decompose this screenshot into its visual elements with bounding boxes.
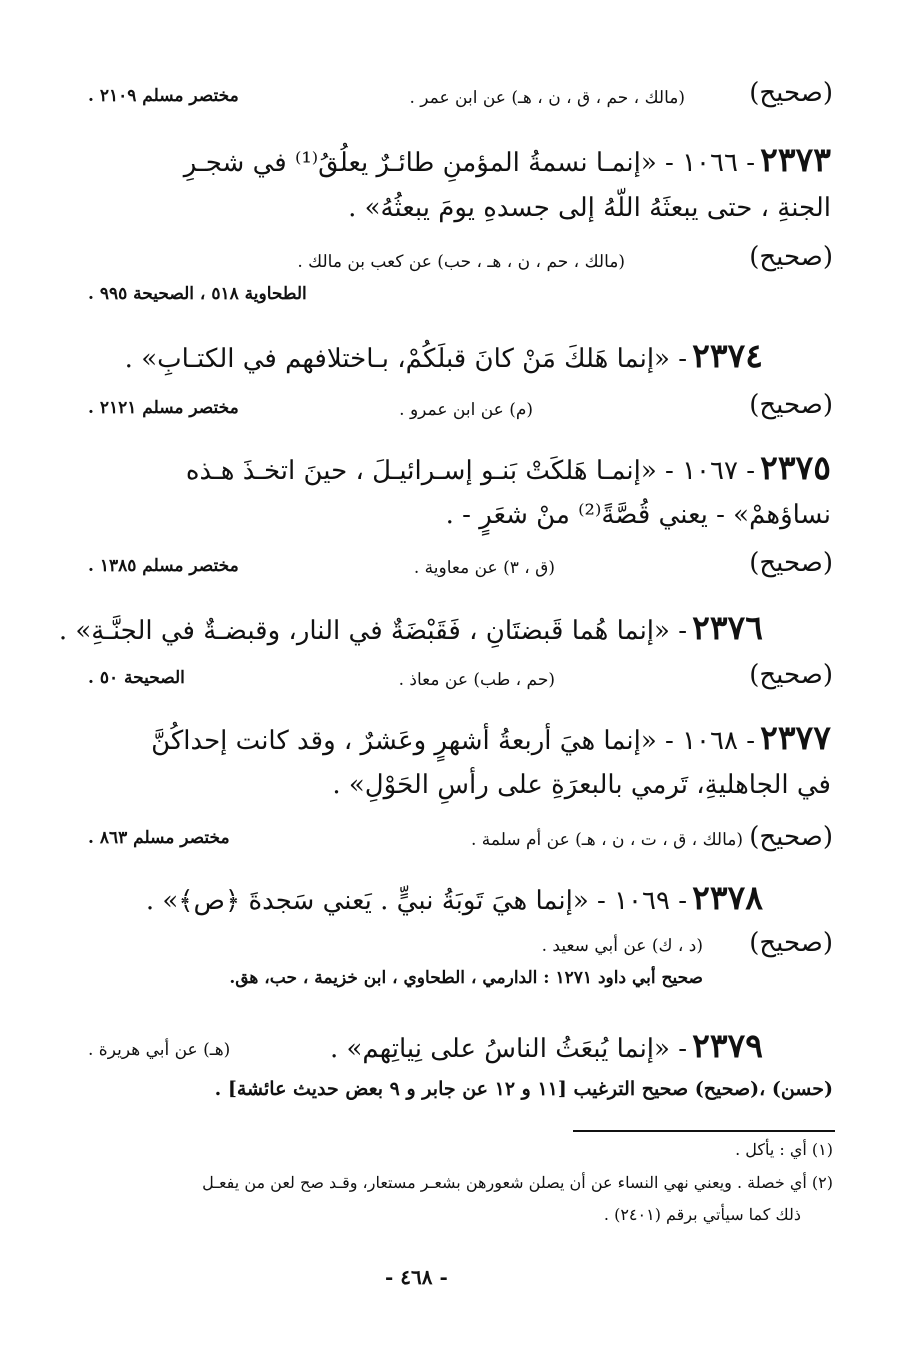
hadith-2376-line1 bbox=[59, 608, 763, 647]
grade-label: (صحيح) bbox=[749, 242, 833, 272]
source-line: (هـ) عن أبي هريرة . bbox=[88, 1040, 231, 1060]
hadith-text: - ١٠٦٧ - «إنمـا هَلكَتْ بَنـو إسـرائيـلَ ، حينَ اتخـذَ هـذه bbox=[185, 456, 755, 486]
reference-line: صحيح أبي داود ١٢٧١ : الدارمي ، الطحاوي ، ابن خزيمة ، حب، هق. bbox=[229, 968, 703, 988]
hadith-2373-line2: الجنةِ ، حتى يبعثَهُ اللّهُ إلى جسدهِ يومَ يبعثُهُ» . bbox=[348, 193, 831, 223]
page-number: - ٤٦٨ - bbox=[385, 1265, 448, 1289]
source-line: (مالك ، حم ، ن ، هـ ، حب) عن كعب بن مالك . bbox=[297, 252, 625, 272]
source-line: (ق ، ٣) عن معاوية . bbox=[413, 558, 555, 578]
reference-line: الطحاوية ٥١٨ ، الصحيحة ٩٩٥ . bbox=[88, 284, 307, 304]
hadith-text: - ١٠٦٨ - «إنما هيَ أربعةُ أشهرٍ وعَشرٌ ، وقد كانت إحداكُنَّ bbox=[151, 726, 755, 756]
hadith-2378-line1 bbox=[146, 878, 763, 917]
hadith-text: - ١٠٦٦ - «إنمـا نسمةُ المؤمنِ طائـرٌ يعلُقُ⁽¹⁾ في شجـرِ bbox=[183, 148, 755, 178]
source-line: (حم ، طب) عن معاذ . bbox=[398, 670, 555, 690]
hadith-text: - «إنما يُبعَثُ الناسُ على نِياتِهم» . bbox=[330, 1034, 687, 1064]
hadith-number: ٢٣٧٣ bbox=[760, 140, 831, 179]
hadith-number: ٢٣٧٩ bbox=[692, 1026, 763, 1065]
grade-label: (صحيح) bbox=[749, 390, 833, 420]
hadith-2375-line2: نساؤهمْ» - يعني قُصَّةً⁽²⁾ منْ شعَرٍ - . bbox=[445, 500, 831, 530]
hadith-2375-line1 bbox=[186, 448, 831, 487]
grade-label: (صحيح) bbox=[749, 822, 833, 852]
reference-line: مختصر مسلم ١٣٨٥ . bbox=[88, 556, 239, 576]
hadith-number: ٢٣٧٦ bbox=[692, 608, 763, 647]
hadith-text: - «إنما هَلكَ مَنْ كانَ قبلَكُمْ، بـاختلافهم في الكتـابِ» . bbox=[124, 344, 687, 374]
hadith-number: ٢٣٧٥ bbox=[760, 448, 831, 487]
grade-label: (صحيح) bbox=[749, 78, 833, 108]
grade-reference-line: (حسن) ،(صحيح) صحيح الترغيب [١١ و ١٢ عن جابر و ٩ بعض حديث عائشة] . bbox=[214, 1078, 833, 1100]
hadith-text: - «إنما هُما قَبضتَانِ ، فَقَبْضَةٌ في النار، وقبضـةٌ في الجنَّـةِ» . bbox=[58, 616, 687, 646]
grade-label: (صحيح) bbox=[749, 928, 833, 958]
hadith-text: - ١٠٦٩ - «إنما هيَ تَوبَةُ نبيٍّ . يَعني سَجدةَ ﴿ص﴾» . bbox=[145, 886, 687, 916]
footnote-divider bbox=[573, 1130, 835, 1132]
source-line: (م) عن ابن عمرو . bbox=[399, 400, 533, 420]
hadith-2377-line2: في الجاهليةِ، تَرمي بالبعرَةِ على رأسِ الحَوْلِ» . bbox=[332, 770, 831, 800]
hadith-2374-line1 bbox=[125, 336, 763, 375]
footnote-2: (٢) أي خصلة . ويعني نهي النساء عن أن يصلن شعورهن بشعـر مستعار، وقـد صح لعن من يفعـل bbox=[202, 1173, 833, 1192]
hadith-2379-line1 bbox=[330, 1026, 763, 1065]
footnote-1: (١) أي : يأكل . bbox=[735, 1140, 833, 1159]
reference-line: مختصر مسلم ٢١٠٩ . bbox=[88, 86, 239, 106]
source-line: (د ، ك) عن أبي سعيد . bbox=[541, 936, 703, 956]
source-line: (مالك ، حم ، ق ، ن ، هـ) عن ابن عمر . bbox=[409, 88, 685, 108]
hadith-2377-line1 bbox=[151, 718, 831, 757]
grade-label: (صحيح) bbox=[749, 548, 833, 578]
hadith-number: ٢٣٧٤ bbox=[692, 336, 763, 375]
reference-line: الصحيحة ٥٠ . bbox=[88, 668, 185, 688]
reference-line: مختصر مسلم ٢١٢١ . bbox=[88, 398, 239, 418]
footnote-2-continued: ذلك كما سيأتي برقم (٢٤٠١) . bbox=[603, 1205, 801, 1224]
hadith-number: ٢٣٧٧ bbox=[760, 718, 831, 757]
source-line: (مالك ، ق ، ت ، ن ، هـ) عن أم سلمة . bbox=[470, 830, 743, 850]
reference-line: مختصر مسلم ٨٦٣ . bbox=[88, 828, 230, 848]
hadith-number: ٢٣٧٨ bbox=[692, 878, 763, 917]
hadith-2373-line1 bbox=[184, 140, 831, 179]
grade-label: (صحيح) bbox=[749, 660, 833, 690]
